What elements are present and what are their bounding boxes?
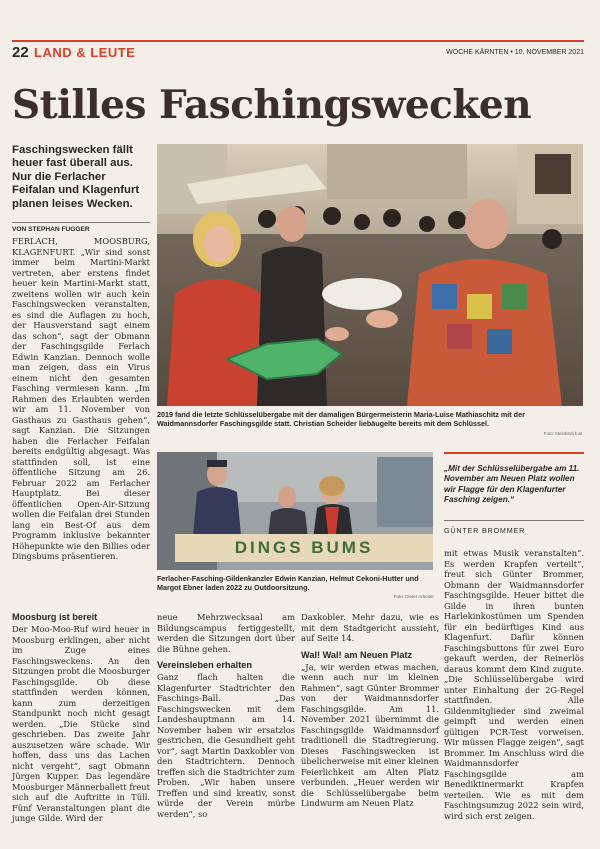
article-paragraph: Daxkobler. Mehr dazu, wie es mit dem Stadtgericht aussieht, auf Seite 14.	[301, 612, 439, 643]
subheading-neuer-platz: Wal! Wal! am Neuen Platz	[301, 649, 413, 660]
article-col1-intro	[12, 236, 150, 562]
photo1-credit: Foto: Meinbezirk.at	[543, 431, 582, 436]
subheading-vereinsleben: Vereinsleben erhalten	[157, 660, 252, 670]
lede: Faschingswecken fällt heuer fast überall aus. Nur die Ferlacher Feifalan und Klagenfurt planen leises Wecken.	[12, 144, 140, 210]
article-paragraph: FERLACH, MOOSBURG, KLAGENFURT. „Wir sind sonst immer beim Martini-Markt vertreten, aber erstens findet heuer kein Martini-Markt statt, zweitens wollen wir auch kein Faschingswecken veranstalten, es sind die Auflagen zu hoch, der Hausverstand sagt einem das schon“, sagt der Obmann der Faschingsgilde Ferlach Edwin Kanzian. Dennoch wolle man zeigen, dass ein Virus einem nicht den gesamten Fasching vermiesen kann. „Im Rahmen des Erlaubten werden wir am 11. November von Gasthaus zu Gasthaus gehen“, sagt Kanzian. Die Sitzungen haben die Ferlacher Feifalan bereits endgültig abgesagt. Was stattfinden soll, ist eine öffentliche Sitzung am 26. Februar 2022 am Ferlacher Hauptplatz. Bei dieser öffentlichen Open-Air-Sitzung wollen die Feifalan drei Stunden lang ein Best-Of aus dem Programm inklusive bekannter Höhepunkte wie den Billies oder Dingsbums präsentieren.	[12, 236, 150, 561]
publication-info: WOCHE KÄRNTEN • 10. NOVEMBER 2021	[446, 49, 584, 56]
headline: Stilles Faschingswecken	[12, 82, 532, 128]
article-paragraph: Ganz flach halten die Klagenfurter Stadtrichter den Faschings-Ball. „Das Faschingswecken mit dem Landeshauptmann am 14. November haben wir ersatzlos gestrichen, die Gesundheit geht vor“, sagt Martin Daxkobler von den Stadtrichtern. Dennoch treffen sich die Stadtrichter zum Proben. „Wir haben unsere Treffen und sind kreativ, sonst würde der Verein mürbe werden“, so	[157, 672, 295, 819]
article-paragraph: neue Mehrzwecksaal am Bildungscampus fertiggestellt, werden die Sitzungen dort über die Bühne gehen.	[157, 612, 295, 654]
quote-text: „Mit der Schlüsselübergabe am 11. November am Neuen Platz wollen wir Flagge für den Klagenfurter Fasching zeigen.“	[444, 452, 584, 506]
photo-key-handover	[157, 144, 583, 406]
crowd-photo-image	[157, 144, 583, 406]
photo-gilde-sign	[157, 452, 433, 570]
byline: VON STEPHAN FUGGER	[12, 222, 150, 233]
article-col2	[157, 612, 295, 819]
article-col3	[301, 612, 439, 809]
header-rule	[12, 40, 584, 42]
quote-author: GÜNTER BROMMER	[444, 520, 584, 535]
article-paragraph: Der Moo-Moo-Ruf wird heuer in Moosburg erklingen, aber nicht im Zuge eines Faschingsweckens. An den Sitzungen probt die Moosburger Faschingsgilde. Ob diese stattfinden werden können, kann zum derzeitigen Standpunkt noch nicht gesagt werden. „Die Stücke sind geschrieben. Das zweite Jahr auszusetzen wäre schade. Wir hoffen, dass uns das Lachen nicht vergeht“, sagt Obmann Jürgen Kupper. Das legendäre Moosburger Männerballett freut sich auf die Auftritte in Tüll. Fünf Veranstaltungen plant die junge Gilde. Wird der	[12, 624, 150, 823]
page-number: 22	[12, 44, 29, 61]
dings-bums-sign: DINGS BUMS	[234, 538, 374, 557]
article-col1-lower	[12, 612, 150, 824]
article-paragraph: „Ja, wir werden etwas machen, wenn auch nur im kleinen Rahmen“, sagt Günter Brommer von der Waidmannsdorfer Faschingsgilde. Am 11. November 2021 übernimmt die Faschingsgilde Waidmannsdorf traditionell die Stadtregierung. Dieses Faschingswecken ist übelicherweise mit einer kleinen Feierlichkeit am Alten Platz verbunden. „Heuer werden wir die Schlüsselübergabe beim Lindwurm am Neuen Platz	[301, 661, 439, 808]
subheading-moosburg: Moosburg ist bereit	[12, 612, 98, 622]
article-paragraph: mit etwas Musik veranstalten“. Es werden Krapfen verteilt“, freut sich Günter Brommer, Obmann der Waidmannsdorfer Faschingsgilde. Heuer bittet die Gilde in ihren bunten Harlekinkostümen um Spenden für ein bedürftiges Kind aus Klagenfurt. Dafür können Faschingsbuttons für zwei Euro gekauft werden, der Reinerlös daraus kommt dem Kind zugute. „Die Schlüsselübergabe wird unter Einhaltung der 2G-Regel stattfinden. Alle Gildenmitglieder sind zweimal geimpft und werden einen gültigen PCR-Test vorweisen. Wir müssen Flagge zeigen“, sagt Brommer. Im Anschluss wird die Waidmannsdorfer Faschingsgilde am Benediktinermarkt Krapfen verteilen. Wie es mit dem Faschingsumzug 2022 sein wird, wird sich erst zeigen.	[444, 548, 584, 821]
photo1-caption: 2019 fand die letzte Schlüsselübergabe mit der damaligen Bürgermeisterin Maria-Luise Mathiaschitz mit der Waidmannsdorfer Faschingsgilde statt. Christian Scheider liebäugelte bereits mit dem Schlüssel.	[157, 410, 525, 428]
quote-box	[444, 452, 584, 535]
photo2-credit: Foto: Dieter Arbeiter	[393, 594, 434, 599]
photo2-caption: Ferlacher-Fasching-Gildenkanzler Edwin Kanzian, Helmut Cekoni-Hutter und Margot Ebner laden 2022 zu Outdoorsitzung.	[157, 574, 419, 592]
section-label: LAND & LEUTE	[34, 45, 136, 60]
article-col4	[444, 548, 584, 821]
